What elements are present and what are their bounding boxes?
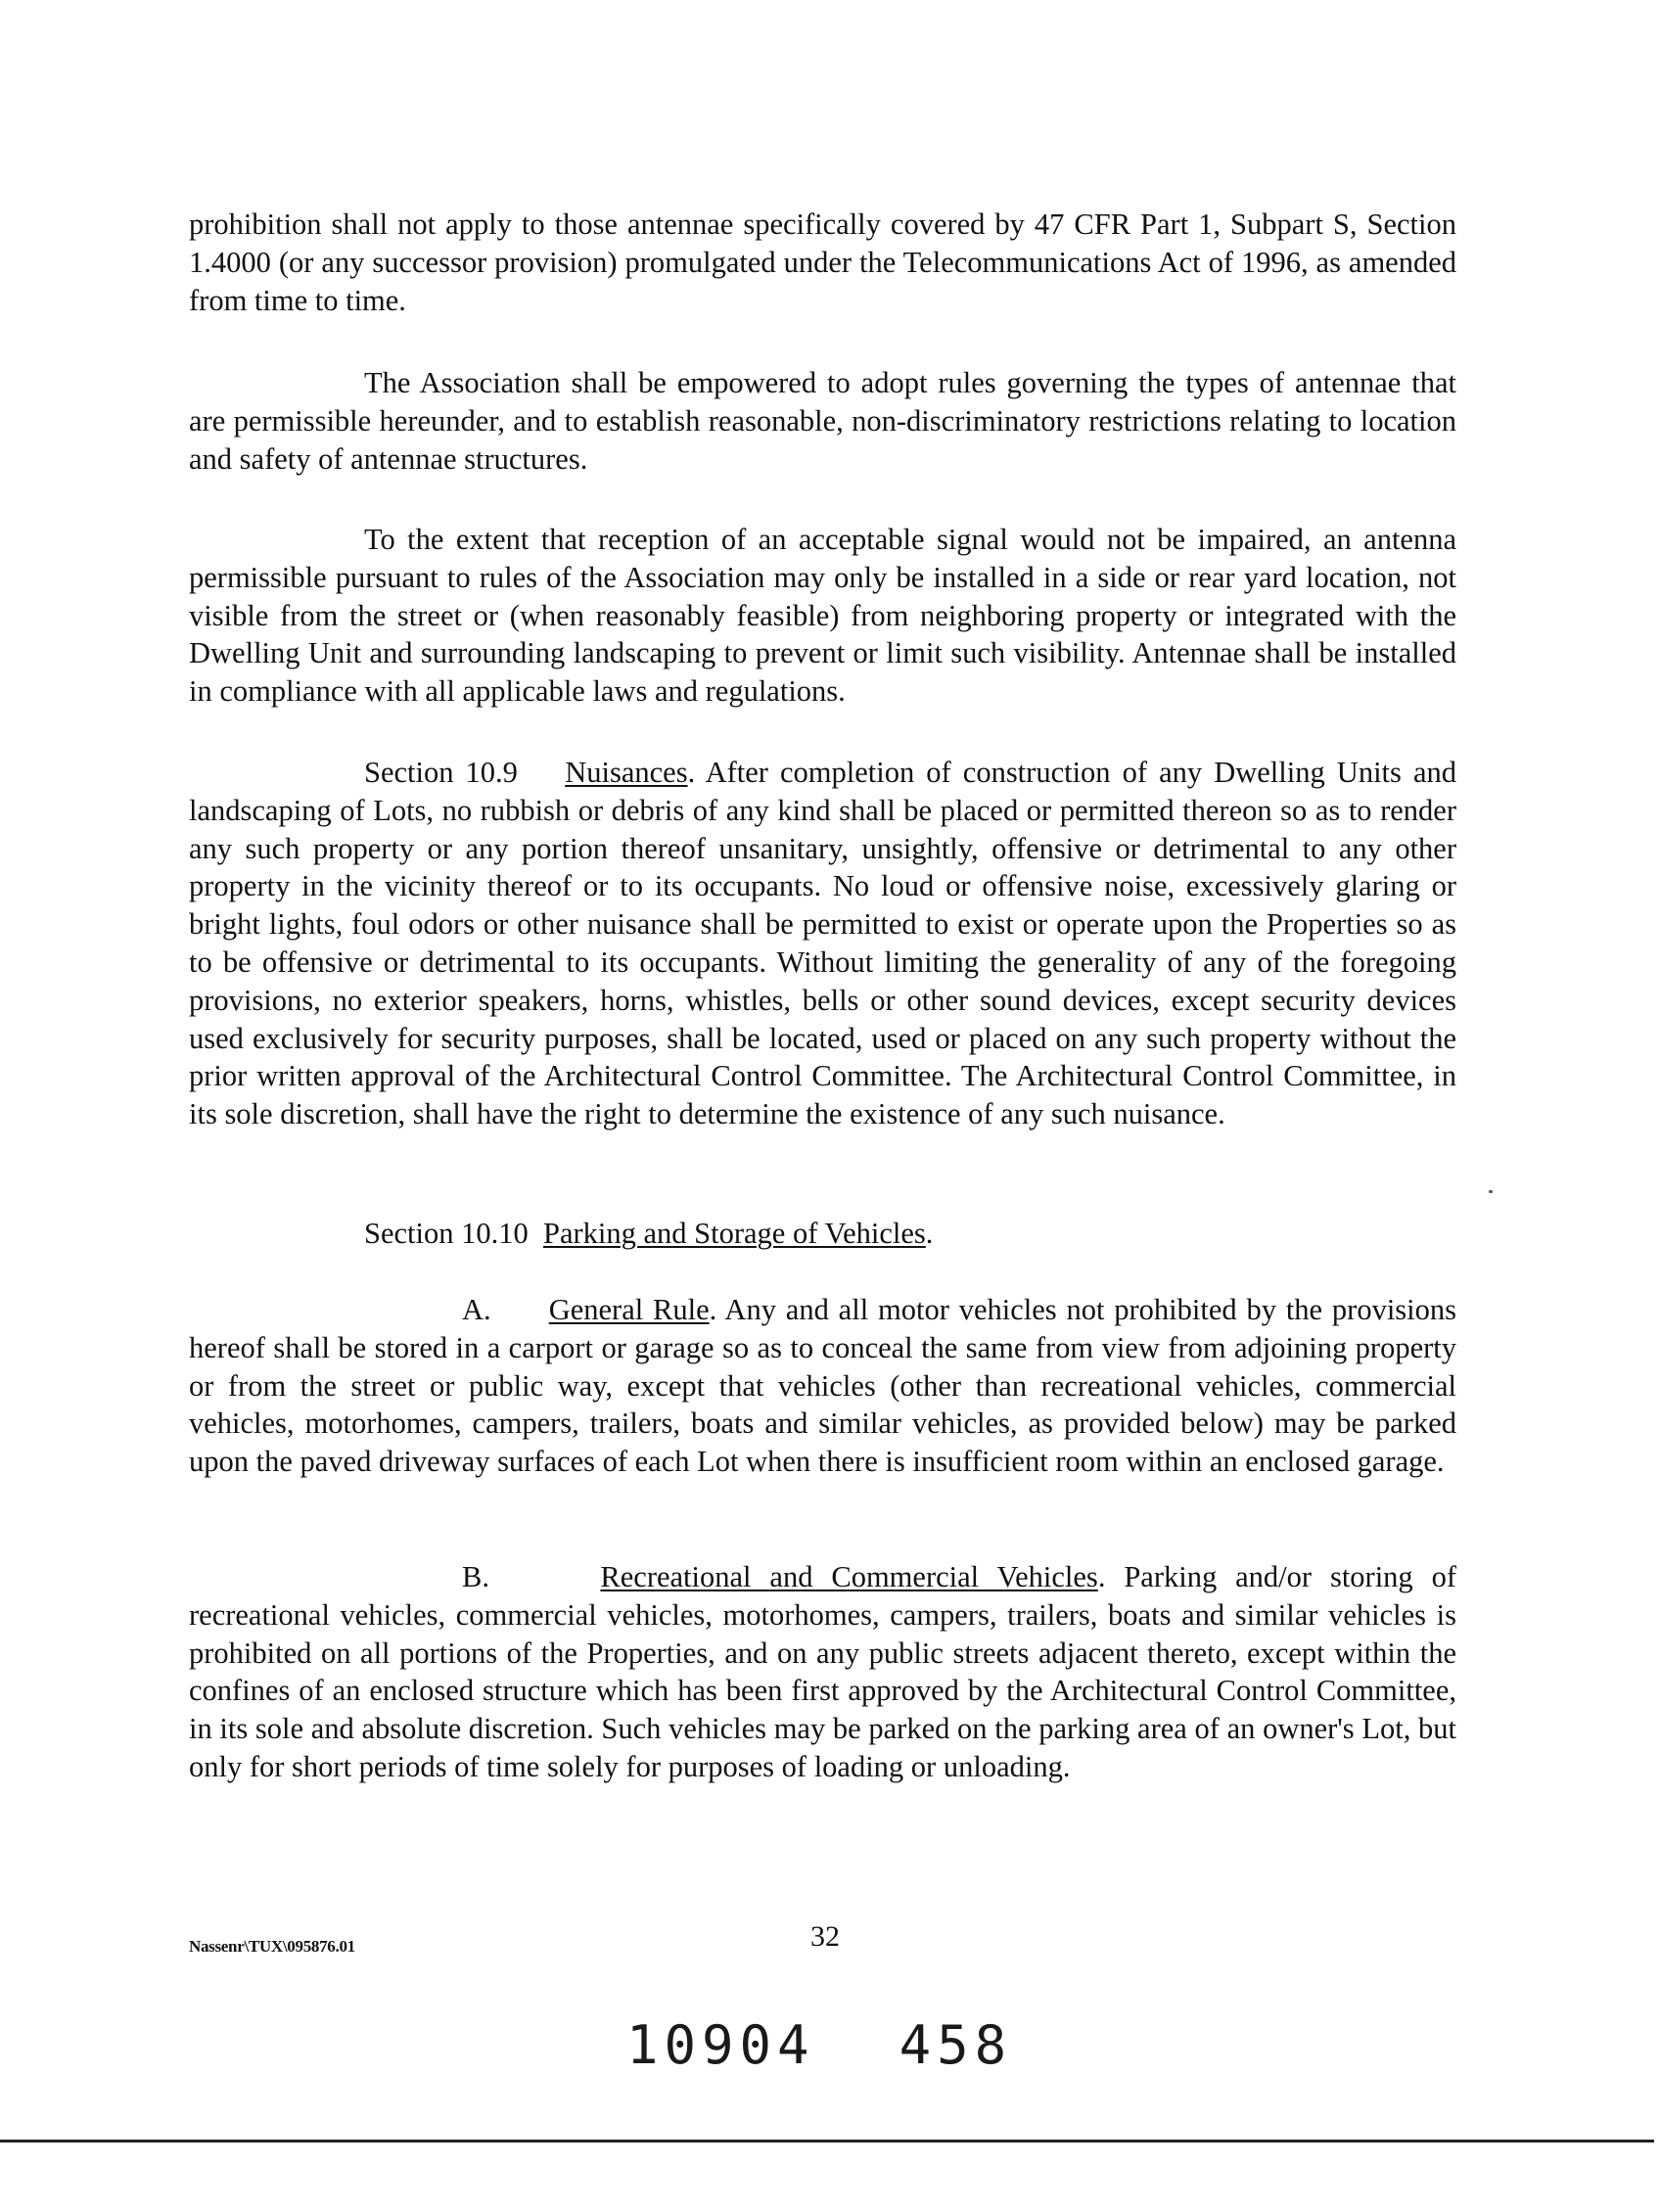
- paragraph-antenna-location: [189, 521, 1456, 711]
- file-reference: Nassenr\TUX\095876.01: [189, 1937, 355, 1956]
- recording-stamp: [626, 2014, 1012, 2076]
- section-heading-period: .: [925, 1217, 934, 1250]
- section-heading: Parking and Storage of Vehicles: [543, 1217, 926, 1250]
- subsection-letter: B.: [462, 1560, 489, 1593]
- subsection-letter: A.: [462, 1293, 491, 1326]
- section-body: . After completion of construction of any Dwelling Units and landscaping of Lots, no rubbish or debris of any kind shall be placed or permitted thereon so as to render any such property or any portion thereof unsanitary, unsightly, offensive or detrimental to any other property in the vicinity thereof or to its occupants. No loud or offensive noise, excessively glaring or bright lights, foul odors or other nuisance shall be permitted to exist or operate upon the Properties so as to be offensive or detrimental to its occupants. Without limiting the generality of any of the foregoing provisions, no exterior speakers, horns, whistles, bells or other sound devices, except security devices used exclusively for security purposes, shall be located, used or placed on any such property without the prior written approval of the Architectural Control Committee. The Architectural Control Committee, in its sole discretion, shall have the right to determine the existence of any such nuisance.: [189, 756, 1456, 1131]
- recording-book-number: 10904: [626, 2014, 815, 2076]
- page-number: 32: [810, 1920, 840, 1953]
- section-number: Section 10.10: [364, 1217, 529, 1250]
- section-number: Section 10.9: [364, 756, 518, 789]
- subsection-heading: General Rule: [548, 1293, 710, 1326]
- scan-speck: [1489, 1190, 1493, 1193]
- subsection-body: . Any and all motor vehicles not prohibited by the provisions hereof shall be stored in a carport or garage so as to conceal the same from view from adjoining property or from the street or public way, except that vehicles (other than recreational vehicles, commercial vehicles, motorhomes, campers, trailers, boats and similar vehicles, as provided below) may be parked upon the paved driveway surfaces of each Lot when there is insufficient room within an enclosed garage.: [189, 1293, 1457, 1479]
- section-10-9-nuisances: [189, 754, 1456, 1133]
- section-heading: Nuisances: [565, 756, 688, 789]
- paragraph-text: To the extent that reception of an acceptable signal would not be impaired, an antenna permissible pursuant to rules of the Association may only be installed in a side or rear yard location, not visible from the street or (when reasonably feasible) from neighboring property or integrated with the Dwelling Unit and surrounding landscaping to prevent or limit such visibility. Antennae shall be installed in compliance with all applicable laws and regulations.: [189, 523, 1456, 709]
- recording-page-number: 458: [899, 2014, 1013, 2076]
- subsection-heading: Recreational and Commercial Vehicles: [600, 1560, 1098, 1593]
- section-10-10-heading: [189, 1215, 1456, 1253]
- paragraph-association-rules: [189, 364, 1456, 478]
- paragraph-text: prohibition shall not apply to those antennae specifically covered by 47 CFR Part 1, Subpart S, Section 1.4000 (or any successor provision) promulgated under the Telecommunications Act of 1996, as amended from time to time.: [189, 207, 1456, 317]
- subsection-body: . Parking and/or storing of recreational vehicles, commercial vehicles, motorhomes, campers, trailers, boats and similar vehicles is prohibited on all portions of the Properties, and on any public streets adjacent thereto, except within the confines of an enclosed structure which has been first approved by the Architectural Control Committee, in its sole and absolute discretion. Such vehicles may be parked on the parking area of an owner's Lot, but only for short periods of time solely for purposes of loading or unloading.: [189, 1560, 1456, 1783]
- bottom-rule: [0, 2140, 1654, 2143]
- paragraph-text: The Association shall be empowered to adopt rules governing the types of antennae that are permissible hereunder, and to establish reasonable, non-discriminatory restrictions relating to location and safety of antennae structures.: [189, 366, 1456, 476]
- subsection-b-recreational-vehicles: [189, 1558, 1456, 1786]
- paragraph-antenna-exemption: [189, 206, 1456, 319]
- subsection-a-general-rule: [189, 1291, 1456, 1481]
